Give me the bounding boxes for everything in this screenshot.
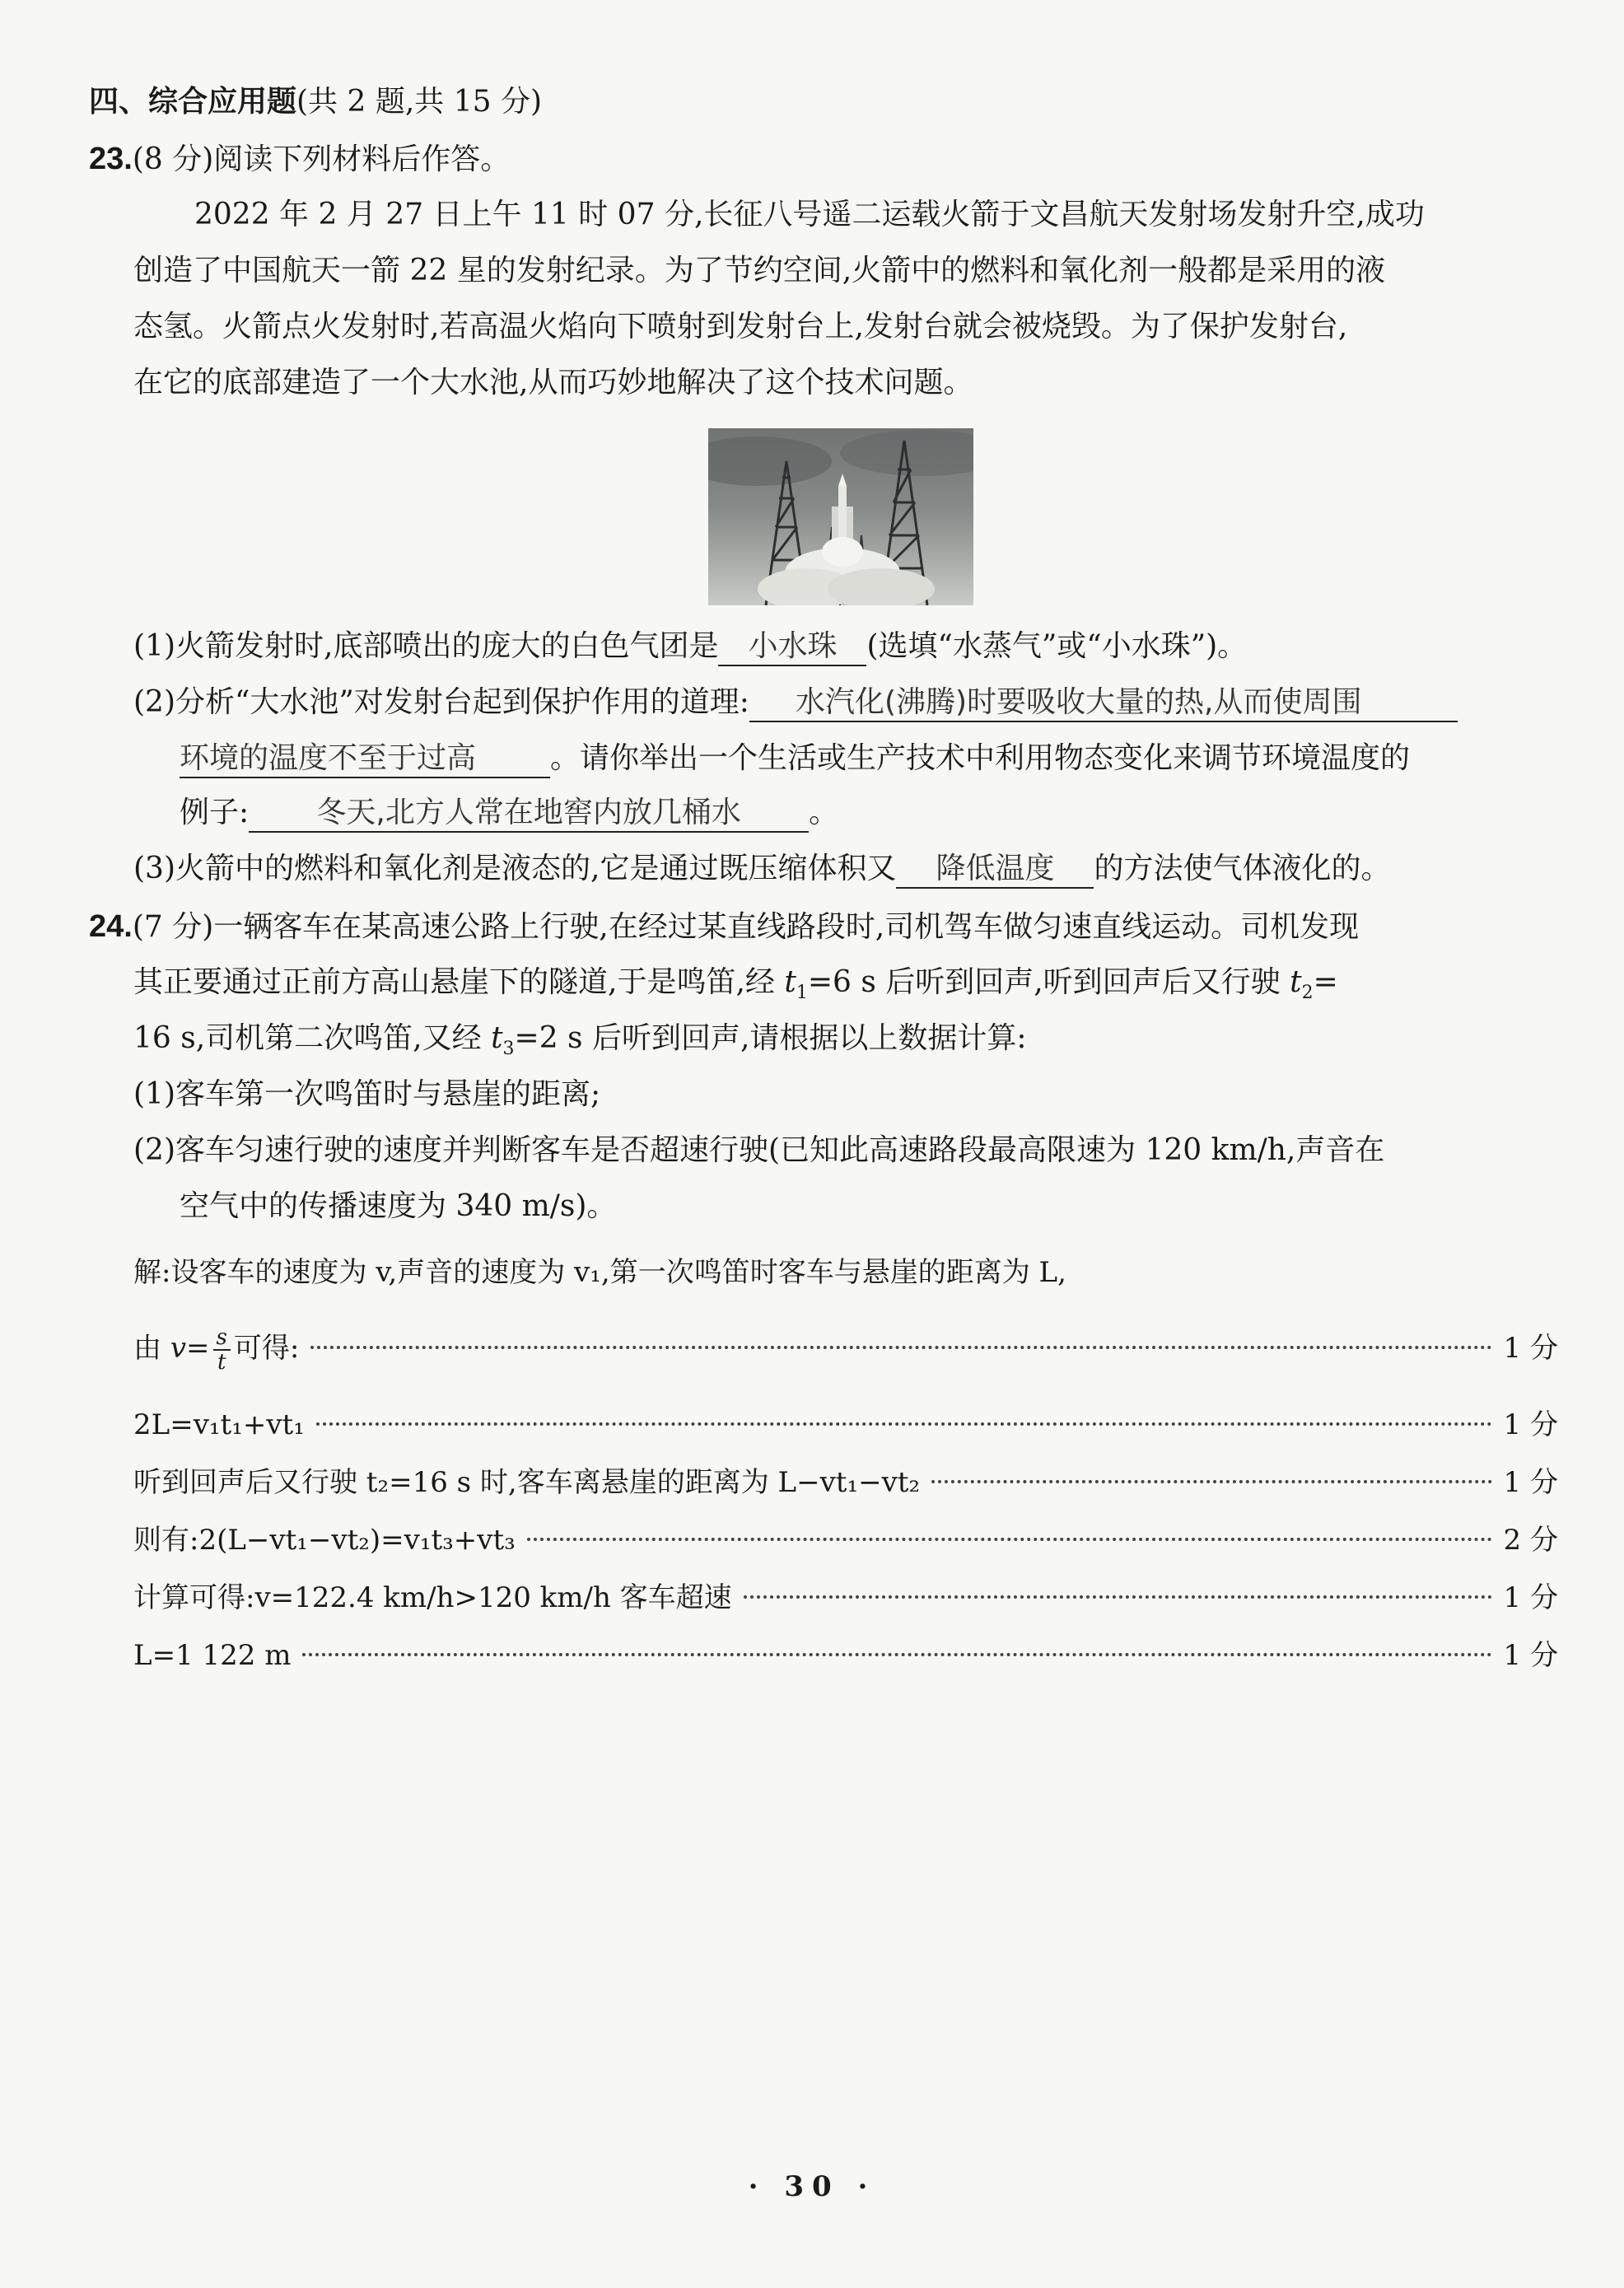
fraction [213,1326,231,1374]
var-v: v [170,1332,187,1365]
q23-part1-prompt: (1)火箭发射时,底部喷出的庞大的白色气团是 [133,629,719,663]
q24-line2-a: 其正要通过正前方高山悬崖下的隧道,于是鸣笛,经 [133,965,785,999]
q23-part2-example [180,792,838,833]
fraction-denominator: t [217,1350,226,1375]
q24-line1: (7 分)一辆客车在某高速公路上行驶,在经过某直线路段时,司机驾车做匀速直线运动。司机发现 [132,910,1360,944]
step-score: 2 分 [1503,1524,1558,1557]
solution-step-text: 计算可得:v=122.4 km/h>120 km/h 客车超速 [133,1581,732,1614]
q24-number: 24. [89,909,133,944]
q23-passage-line: 在它的底部建造了一个大水池,从而巧妙地解决了这个技术问题。 [133,366,973,399]
solution-step [133,1462,1558,1503]
leader-dots [316,1422,1492,1426]
q23-part2-example-label: 例子: [180,796,250,829]
q24-header [89,906,1359,948]
solution-step [133,1635,1558,1676]
q23-part3-answer: 降低温度 [896,851,1094,889]
leader-dots [527,1538,1492,1541]
q23-part2-answer-cont: 环境的温度不至于过高 [180,740,550,778]
q24-line2 [133,962,1338,1014]
sub-2: 2 [1301,983,1314,1004]
leader-dots [310,1346,1491,1349]
step-score: 1 分 [1503,1466,1558,1499]
step-equals: = [186,1332,210,1365]
q23-part2 [133,682,1458,723]
var-t2: t [1290,965,1302,999]
q24-part2-cont: 空气中的传播速度为 340 m/s)。 [180,1189,617,1223]
section-header [89,81,542,123]
q23-intro: (8 分)阅读下列材料后作答。 [132,142,511,176]
page-number: 30 [784,2170,840,2203]
solution-step [133,1326,1558,1374]
q23-part1 [133,626,1247,667]
q24-part2: (2)客车匀速行驶的速度并判断客车是否超速行驶(已知此高速路段最高限速为 120 km/h,声音在 [133,1133,1385,1167]
solution-step [133,1404,1558,1445]
q23-part3 [133,848,1390,890]
solution-step-text: 2L=v₁t₁+vt₁ [133,1408,305,1441]
q24-line2-b: =6 s 后听到回声,听到回声后又行驶 [807,965,1290,999]
q23-part3-suffix: 的方法使气体液化的。 [1094,852,1391,885]
sub-3: 3 [502,1039,515,1060]
step-score: 1 分 [1503,1581,1558,1614]
q23-part2-prompt: (2)分析“大水池”对发射台起到保护作用的道理: [133,685,749,719]
step-prefix: 由 [133,1332,170,1365]
step-score: 1 分 [1503,1332,1558,1365]
page-footer [0,2170,1624,2203]
sub-1: 1 [796,983,808,1004]
q24-line3-a: 16 s,司机第二次鸣笛,又经 [133,1021,492,1055]
solution-step-text [133,1326,299,1374]
bullet-icon: · [857,2170,876,2203]
q23-part2-example-end: 。 [809,796,839,829]
rocket-launch-photo [708,428,973,605]
section-title: 四、综合应用题 [89,84,297,119]
var-t1: t [784,965,796,999]
q24-part1: (1)客车第一次鸣笛时与悬崖的距离; [133,1077,601,1111]
q23-part2-mid: 。请你举出一个生活或生产技术中利用物态变化来调节环境温度的 [550,741,1411,775]
solution-step-text: 听到回声后又行驶 t₂=16 s 时,客车离悬崖的距离为 L−vt₁−vt₂ [133,1466,921,1499]
leader-dots [744,1595,1492,1599]
bullet-icon: · [748,2170,767,2203]
q23-part2-example-answer: 冬天,北方人常在地窖内放几桶水 [249,795,809,833]
solution-intro: 解:设客车的速度为 v,声音的速度为 v₁,第一次鸣笛时客车与悬崖的距离为 L, [133,1256,1066,1289]
solution-step [133,1520,1558,1561]
step-suffix: 可得: [233,1332,300,1365]
q23-part2-answer: 水汽化(沸腾)时要吸收大量的热,从而使周围 [749,684,1458,722]
leader-dots [302,1653,1491,1656]
q23-passage-line: 创造了中国航天一箭 22 星的发射纪录。为了节约空间,火箭中的燃料和氧化剂一般都是采用的液 [133,254,1386,287]
q23-header [89,138,510,180]
step-score: 1 分 [1503,1408,1558,1441]
q23-number: 23. [89,142,133,176]
var-t3: t [491,1021,503,1055]
q23-part1-suffix: (选填“水蒸气”或“小水珠”)。 [866,629,1248,663]
fraction-numerator: s [213,1326,231,1351]
rocket-launch-illustration [708,428,973,605]
q23-part1-answer: 小水珠 [718,628,866,666]
q23-part3-prompt: (3)火箭中的燃料和氧化剂是液态的,它是通过既压缩体积又 [133,852,897,885]
solution-step-text: L=1 122 m [133,1639,292,1672]
step-score: 1 分 [1503,1639,1558,1672]
q24-line3 [133,1018,1027,1070]
q24-line2-c: = [1313,965,1338,999]
q24-line3-b: =2 s 后听到回声,请根据以上数据计算: [514,1021,1027,1055]
leader-dots [931,1480,1491,1483]
section-note: (共 2 题,共 15 分) [296,85,543,119]
q23-passage-line: 2022 年 2 月 27 日上午 11 时 07 分,长征八号遥二运载火箭于文昌航天发射场发射升空,成功 [194,198,1425,231]
solution-step [133,1577,1558,1618]
q23-passage-line: 态氢。火箭点火发射时,若高温火焰向下喷射到发射台上,发射台就会被烧毁。为了保护发射台, [133,310,1348,343]
solution-step-text: 则有:2(L−vt₁−vt₂)=v₁t₃+vt₃ [133,1524,516,1557]
q23-part2-cont [180,738,1410,779]
